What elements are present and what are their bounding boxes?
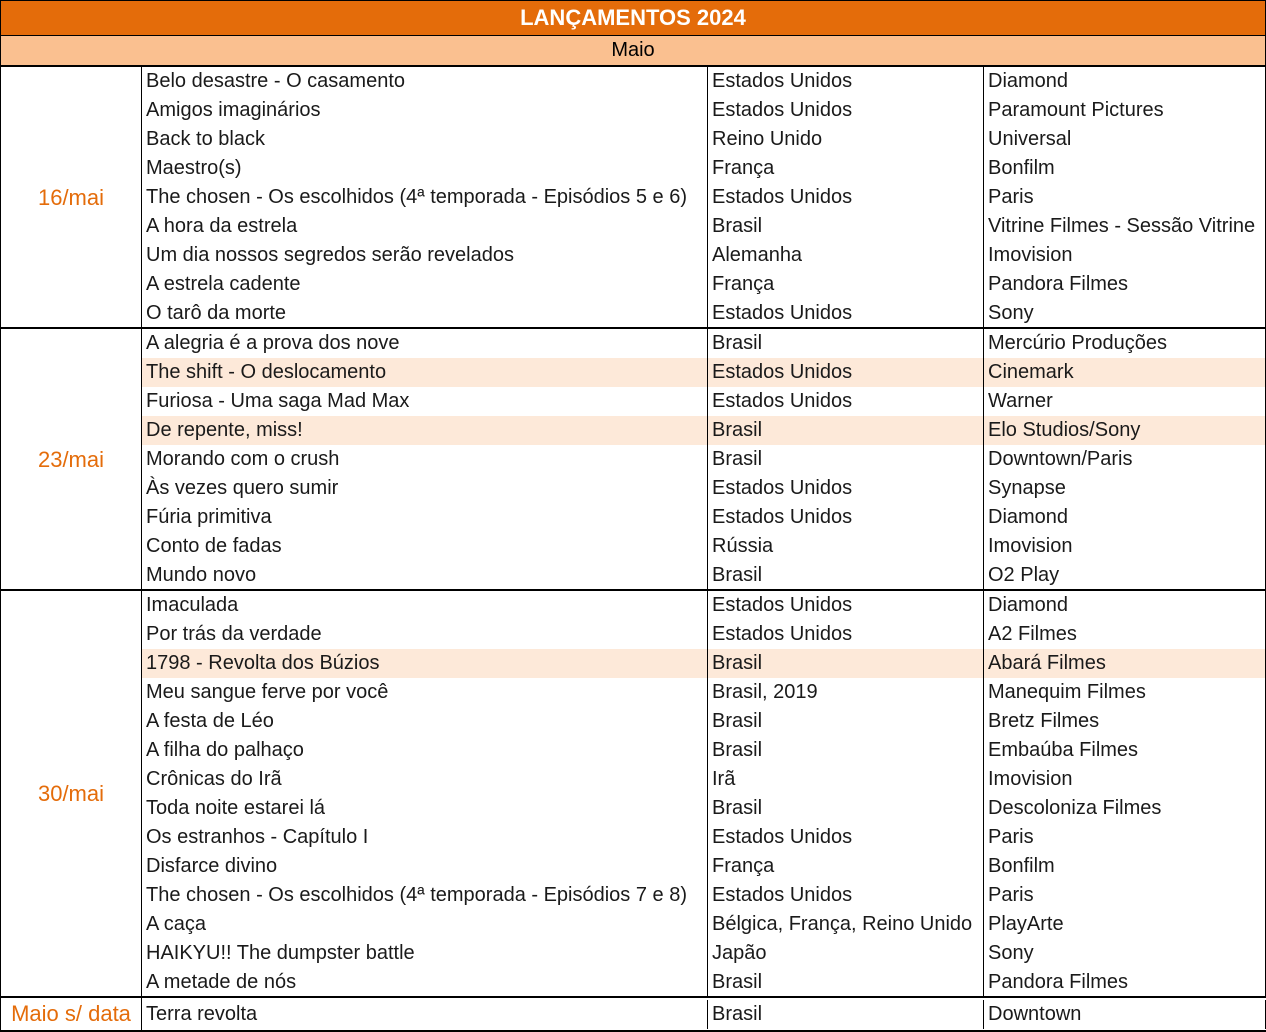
- table-row: [142, 620, 1266, 649]
- movie-country: Brasil: [708, 329, 984, 358]
- movie-distributor: O2 Play: [984, 561, 1266, 590]
- table-row: [142, 765, 1266, 794]
- movie-distributor: Paramount Pictures: [984, 96, 1266, 125]
- movie-country: Bélgica, França, Reino Unido: [708, 910, 984, 939]
- movie-title: A filha do palhaço: [142, 736, 708, 765]
- release-group: [0, 998, 1266, 1030]
- movie-title: Morando com o crush: [142, 445, 708, 474]
- table-row: [142, 910, 1266, 939]
- table-row: [142, 387, 1266, 416]
- movie-title: 1798 - Revolta dos Búzios: [142, 649, 708, 678]
- movie-country: Estados Unidos: [708, 299, 984, 328]
- movie-title: Amigos imaginários: [142, 96, 708, 125]
- movie-distributor: Bonfilm: [984, 852, 1266, 881]
- movie-title: Conto de fadas: [142, 532, 708, 561]
- table-row: [142, 881, 1266, 910]
- movie-country: Irã: [708, 765, 984, 794]
- movie-title: Terra revolta: [142, 1000, 708, 1029]
- movie-distributor: Bonfilm: [984, 154, 1266, 183]
- table-row: [142, 678, 1266, 707]
- movie-distributor: Paris: [984, 881, 1266, 910]
- table-row: [142, 154, 1266, 183]
- movie-distributor: Pandora Filmes: [984, 270, 1266, 299]
- table-row: [142, 852, 1266, 881]
- table-row: [142, 474, 1266, 503]
- table-row: [142, 329, 1266, 358]
- movie-country: Estados Unidos: [708, 358, 984, 387]
- movie-distributor: PlayArte: [984, 910, 1266, 939]
- movie-country: França: [708, 154, 984, 183]
- table-row: [142, 503, 1266, 532]
- movie-distributor: Diamond: [984, 591, 1266, 620]
- movie-country: Brasil: [708, 794, 984, 823]
- movie-country: Brasil: [708, 445, 984, 474]
- group-divider: [0, 589, 1266, 591]
- movie-distributor: Synapse: [984, 474, 1266, 503]
- table-row: [142, 125, 1266, 154]
- group-divider: [0, 996, 1266, 998]
- movie-distributor: Pandora Filmes: [984, 968, 1266, 997]
- movie-country: Reino Unido: [708, 125, 984, 154]
- movie-distributor: Sony: [984, 939, 1266, 968]
- movie-country: Brasil: [708, 968, 984, 997]
- movie-title: The chosen - Os escolhidos (4ª temporada - Episódios 7 e 8): [142, 881, 708, 910]
- table-row: [142, 591, 1266, 620]
- movie-distributor: Embaúba Filmes: [984, 736, 1266, 765]
- table-row: [142, 96, 1266, 125]
- release-date: 16/mai: [0, 67, 142, 328]
- movie-country: Estados Unidos: [708, 881, 984, 910]
- movie-title: Belo desastre - O casamento: [142, 67, 708, 96]
- table-row: [142, 823, 1266, 852]
- movie-country: Brasil, 2019: [708, 678, 984, 707]
- movie-title: A metade de nós: [142, 968, 708, 997]
- release-date: 23/mai: [0, 329, 142, 590]
- movie-country: Brasil: [708, 736, 984, 765]
- movie-distributor: Downtown/Paris: [984, 445, 1266, 474]
- movie-country: Brasil: [708, 416, 984, 445]
- movie-country: Japão: [708, 939, 984, 968]
- movie-distributor: Descoloniza Filmes: [984, 794, 1266, 823]
- movie-country: Brasil: [708, 212, 984, 241]
- movie-distributor: Abará Filmes: [984, 649, 1266, 678]
- release-group: [0, 329, 1266, 590]
- movie-title: Às vezes quero sumir: [142, 474, 708, 503]
- movie-title: A festa de Léo: [142, 707, 708, 736]
- table-row: [142, 939, 1266, 968]
- table-title: LANÇAMENTOS 2024: [0, 0, 1266, 36]
- movie-country: Estados Unidos: [708, 591, 984, 620]
- movie-country: Brasil: [708, 1000, 984, 1029]
- release-date: Maio s/ data: [0, 998, 142, 1030]
- movie-title: Mundo novo: [142, 561, 708, 590]
- movie-country: Estados Unidos: [708, 67, 984, 96]
- table-row: [142, 968, 1266, 997]
- movie-country: Estados Unidos: [708, 183, 984, 212]
- movie-title: Toda noite estarei lá: [142, 794, 708, 823]
- release-group: [0, 591, 1266, 997]
- movie-title: Os estranhos - Capítulo I: [142, 823, 708, 852]
- movie-title: A estrela cadente: [142, 270, 708, 299]
- movie-country: Estados Unidos: [708, 620, 984, 649]
- movie-country: Alemanha: [708, 241, 984, 270]
- month-header: Maio: [0, 36, 1266, 67]
- table-row: [142, 241, 1266, 270]
- movie-distributor: Cinemark: [984, 358, 1266, 387]
- table-row: [142, 67, 1266, 96]
- movie-distributor: Manequim Filmes: [984, 678, 1266, 707]
- table-row: [142, 416, 1266, 445]
- movie-country: França: [708, 270, 984, 299]
- group-divider: [0, 327, 1266, 329]
- release-date: 30/mai: [0, 591, 142, 997]
- movie-distributor: Imovision: [984, 241, 1266, 270]
- movie-title: Crônicas do Irã: [142, 765, 708, 794]
- movie-title: Um dia nossos segredos serão revelados: [142, 241, 708, 270]
- movie-distributor: Paris: [984, 183, 1266, 212]
- movie-country: Estados Unidos: [708, 823, 984, 852]
- movie-country: Estados Unidos: [708, 474, 984, 503]
- table-row: [142, 794, 1266, 823]
- table-row: [142, 707, 1266, 736]
- movie-country: Brasil: [708, 649, 984, 678]
- movie-title: Back to black: [142, 125, 708, 154]
- movie-title: Maestro(s): [142, 154, 708, 183]
- movie-title: O tarô da morte: [142, 299, 708, 328]
- movie-distributor: Downtown: [984, 1000, 1266, 1029]
- movie-title: Por trás da verdade: [142, 620, 708, 649]
- movie-distributor: Bretz Filmes: [984, 707, 1266, 736]
- table-row: [142, 358, 1266, 387]
- table-row: [142, 649, 1266, 678]
- movie-title: The chosen - Os escolhidos (4ª temporada - Episódios 5 e 6): [142, 183, 708, 212]
- movie-distributor: Diamond: [984, 503, 1266, 532]
- movie-distributor: Mercúrio Produções: [984, 329, 1266, 358]
- table-row: [142, 445, 1266, 474]
- table-row: [142, 736, 1266, 765]
- movie-title: Disfarce divino: [142, 852, 708, 881]
- table-row: [142, 1000, 1266, 1029]
- movie-country: Brasil: [708, 561, 984, 590]
- movie-distributor: Sony: [984, 299, 1266, 328]
- movie-distributor: Paris: [984, 823, 1266, 852]
- movie-distributor: Imovision: [984, 532, 1266, 561]
- movie-country: Estados Unidos: [708, 503, 984, 532]
- movie-title: HAIKYU!! The dumpster battle: [142, 939, 708, 968]
- table-row: [142, 299, 1266, 328]
- movie-title: Meu sangue ferve por você: [142, 678, 708, 707]
- movie-country: Brasil: [708, 707, 984, 736]
- movie-country: Estados Unidos: [708, 96, 984, 125]
- movie-distributor: Diamond: [984, 67, 1266, 96]
- movie-title: A caça: [142, 910, 708, 939]
- movie-title: A alegria é a prova dos nove: [142, 329, 708, 358]
- movie-title: Imaculada: [142, 591, 708, 620]
- movie-title: Furiosa - Uma saga Mad Max: [142, 387, 708, 416]
- table-row: [142, 532, 1266, 561]
- movie-title: The shift - O deslocamento: [142, 358, 708, 387]
- table-row: [142, 212, 1266, 241]
- movie-title: Fúria primitiva: [142, 503, 708, 532]
- table-row: [142, 183, 1266, 212]
- movie-distributor: Universal: [984, 125, 1266, 154]
- movie-title: De repente, miss!: [142, 416, 708, 445]
- release-group: [0, 67, 1266, 328]
- movie-distributor: Elo Studios/Sony: [984, 416, 1266, 445]
- movie-country: Estados Unidos: [708, 387, 984, 416]
- table-row: [142, 561, 1266, 590]
- table-row: [142, 270, 1266, 299]
- movie-country: França: [708, 852, 984, 881]
- movie-distributor: A2 Filmes: [984, 620, 1266, 649]
- movie-distributor: Vitrine Filmes - Sessão Vitrine: [984, 212, 1266, 241]
- movie-distributor: Warner: [984, 387, 1266, 416]
- movie-distributor: Imovision: [984, 765, 1266, 794]
- movie-country: Rússia: [708, 532, 984, 561]
- movie-title: A hora da estrela: [142, 212, 708, 241]
